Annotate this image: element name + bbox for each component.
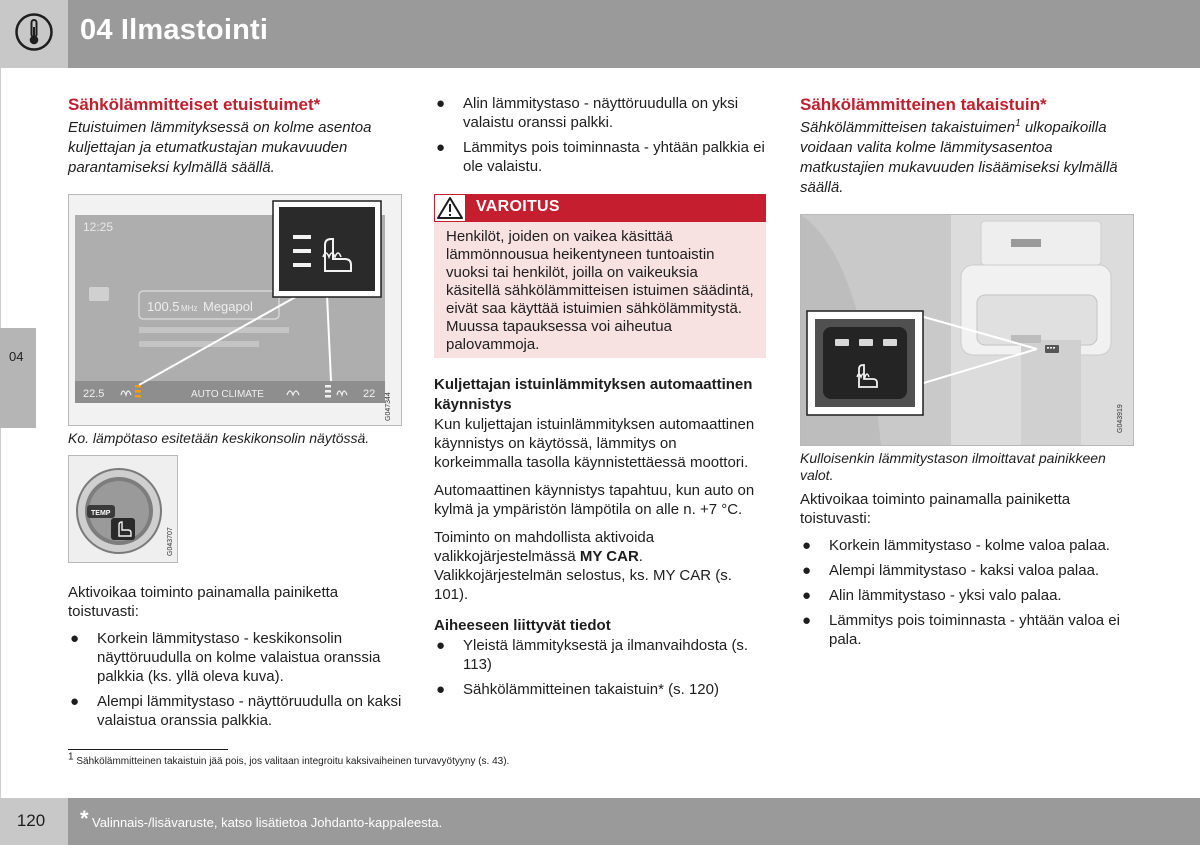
right-column-lower — [800, 450, 1134, 655]
rear-seat-heating-intro: Sähkölämmitteisen takaistuimen$^1$ ulkopaikoilla voidaan valita kolme lämmitysasentoa matkustajien mukavuuden lisäämiseksi kylmällä säällä. — [800, 118, 1118, 196]
chapter-side-tab-label: 04 — [9, 349, 24, 364]
front-seat-heating-intro: Etuistuimen lämmityksessä on kolme asentoa kuljettajan ja etumatkustajan mukavuuden parantamiseksi kylmällä säällä. — [68, 119, 372, 176]
middle-column — [434, 94, 766, 182]
list-item: ● Yleistä lämmityksestä ja ilmanvaihdosta (s. 113) — [436, 637, 749, 673]
footnote-mark: 1 — [68, 751, 74, 763]
auto-start-para2: Automaattinen käynnistys tapahtuu, kun auto on kylmä ja ympäristön lämpötila on alle n. +7 °C. — [434, 482, 755, 518]
side-margin-line — [0, 68, 1, 798]
list-item: ● Korkein lämmitystaso - keskikonsolin näyttöruudulla on kolme valaistua oranssia palkkia (ks. yllä oleva kuva). — [70, 630, 381, 685]
related-info-heading: Aiheeseen liittyvät tiedot — [434, 617, 611, 634]
left-bullet-list — [68, 629, 403, 730]
page-number-box — [0, 798, 68, 845]
footnote-ref: 1 — [1015, 118, 1021, 129]
footnote — [68, 751, 510, 767]
center-console-display-figure — [68, 194, 402, 426]
warning-text: Henkilöt, joiden on vaikea käsittää lämmönnousua heikentyneen tuntoaistin vuoksi tai henkilöt, joilla on vaikeuksia käsitellä sähkölämmitteisen istuimen säädintä, eivät saa käyttää istuimien sähkölämmitystä. Muussa tapauksessa voi aiheutua palovammoja. — [446, 228, 754, 353]
footnote-text: Sähkölämmitteinen takaistuin jää pois, jos valitaan integroitu kaksivaiheinen turvavyötyyny (s. 43). — [73, 756, 510, 767]
page-header — [0, 0, 1200, 68]
figure1-caption: Ko. lämpötaso esitetään keskikonsolin näytössä. — [68, 430, 370, 446]
figure2-code: G043707 — [167, 527, 174, 556]
list-item: ● Korkein lämmitystaso - kolme valoa palaa. — [802, 537, 1110, 554]
page-footer — [0, 798, 1200, 845]
auto-start-heading: Kuljettajan istuinlämmityksen automaattinen käynnistys — [434, 376, 753, 413]
right-activation-text: Aktivoikaa toiminto painamalla painiketta toistuvasti: — [800, 491, 1071, 527]
middle-column-lower — [434, 375, 766, 705]
list-item: ● Lämmitys pois toiminnasta - yhtään valoa ei pala. — [802, 612, 1120, 648]
list-item: ● Alin lämmitystaso - yksi valo palaa. — [802, 587, 1062, 604]
middle-bullet-list — [434, 94, 766, 176]
left-column — [68, 94, 403, 178]
rear-seat-console-illustration — [801, 215, 1133, 445]
page-number: 120 — [16, 811, 46, 830]
footnote-rule — [68, 749, 228, 750]
chapter-side-tab — [0, 328, 36, 428]
knob-temp-label: TEMP — [91, 510, 111, 517]
rear-seat-button-figure — [800, 214, 1134, 446]
display-temp-right: 22 — [363, 388, 376, 400]
warning-title: VAROITUS — [476, 198, 560, 215]
display-clock: 12:25 — [83, 220, 114, 234]
footer-star: * — [80, 806, 89, 831]
header-icon-box — [0, 0, 68, 68]
auto-start-para1: Kun kuljettajan istuinlämmityksen automaattinen käynnistys on käytössä, lämmitys on korkeimmalla tasolla käynnistettäessä moottori. — [434, 416, 755, 471]
right-bullet-list — [800, 536, 1134, 649]
list-item: ● Alempi lämmitystaso - näyttöruudulla on kaksi valaistua oranssia palkkia. — [70, 693, 402, 729]
figure1-code: G047344 — [385, 392, 392, 421]
warning-triangle-icon — [435, 195, 465, 221]
chapter-title: 04 Ilmastointi — [80, 14, 269, 46]
related-info-list — [434, 636, 766, 699]
display-auto-climate: AUTO CLIMATE — [191, 389, 264, 400]
display-temp-left: 22.5 — [83, 388, 105, 400]
list-item: ● Alempi lämmitystaso - kaksi valoa palaa. — [802, 562, 1100, 579]
my-car-term: MY CAR — [579, 548, 639, 565]
temp-knob-figure — [68, 455, 178, 563]
warning-header — [434, 194, 766, 222]
rear-seat-heating-heading: Sähkölämmitteinen takaistuin* — [800, 95, 1047, 114]
left-activation-text: Aktivoikaa toiminto painamalla painiketta toistuvasti: — [68, 584, 339, 620]
figure3-code: G043919 — [1117, 404, 1124, 433]
warning-box — [434, 194, 766, 358]
list-item: ● Lämmitys pois toiminnasta - yhtään palkkia ei ole valaistu. — [436, 139, 765, 175]
figure3-caption: Kulloisenkin lämmitystason ilmoittavat painikkeen valot. — [800, 450, 1106, 483]
thermometer-icon — [15, 13, 53, 51]
display-radio-station: Megapol — [203, 299, 253, 314]
center-console-display-illustration — [69, 195, 401, 425]
display-radio-unit: MHz — [181, 304, 198, 313]
left-column-lower — [68, 583, 403, 736]
display-radio-frequency: 100.5 — [147, 299, 180, 314]
front-seat-heating-heading: Sähkölämmitteiset etuistuimet* — [68, 95, 321, 114]
auto-start-para3: Toiminto on mahdollista aktivoida valikkojärjestelmässä MY CAR. Valikkojärjestelmän selostus, ks. MY CAR (s. 101). — [434, 529, 732, 603]
right-column — [800, 94, 1134, 198]
list-item: ● Sähkölämmitteinen takaistuin* (s. 120) — [436, 681, 719, 698]
warning-icon-box — [434, 194, 466, 222]
footer-note: Valinnais-/lisävaruste, katso lisätietoa Johdanto-kappaleesta. — [92, 815, 443, 830]
temp-knob-illustration — [69, 456, 177, 562]
list-item: ● Alin lämmitystaso - näyttöruudulla on yksi valaistu oranssi palkki. — [436, 95, 739, 131]
